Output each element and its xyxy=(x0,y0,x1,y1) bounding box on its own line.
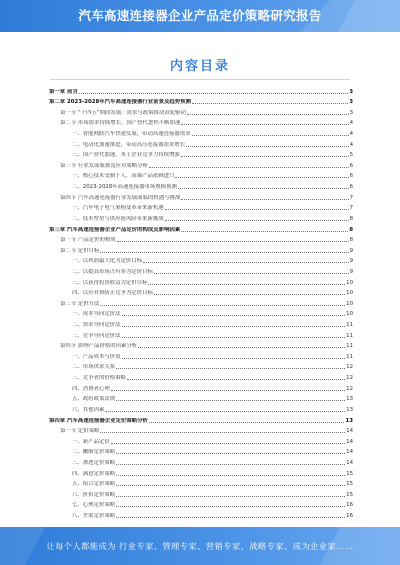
toc-entry-page: 6 xyxy=(349,173,353,180)
toc-leader-dots xyxy=(165,220,349,221)
toc-entry-title: 第三节 行业发展瓶颈及应对策略分析 xyxy=(60,162,148,169)
toc-entry-title: 三、竞争导向定价法 xyxy=(72,332,121,339)
toc-leader-dots xyxy=(116,400,345,401)
toc-entry[interactable] xyxy=(49,84,353,95)
toc-entry-title: 第一章 前言 xyxy=(49,88,78,95)
toc-entry-title: 第四节 汽车高速连接器行业发展面临的机遇与挑战 xyxy=(60,194,181,201)
toc-entry-title: 第一节 “十四五”期间发展：需求与政策推动双轮驱动 xyxy=(60,109,186,116)
toc-entry[interactable] xyxy=(49,254,353,265)
toc-entry-page: 8 xyxy=(349,237,353,244)
toc-entry-title: 三、渗透定价策略 xyxy=(72,459,116,466)
toc-entry[interactable] xyxy=(49,286,353,297)
toc-entry[interactable] xyxy=(49,296,353,307)
toc-entry-page: 10 xyxy=(346,279,353,286)
toc-entry-title: 第二节 定价目标 xyxy=(60,247,100,254)
toc-entry-page: 11 xyxy=(346,353,353,360)
toc-leader-dots xyxy=(111,443,345,444)
toc-entry[interactable] xyxy=(49,275,353,286)
toc-entry[interactable] xyxy=(49,413,353,424)
toc-entry-page: 4 xyxy=(349,120,353,127)
toc-entry-title: 二、2023-2028年高速连接器市场规模预测 xyxy=(72,184,177,191)
toc-entry-title: 四、消费者心理 xyxy=(72,385,110,392)
toc-entry-title: 八、差别定价策略 xyxy=(72,512,116,519)
toc-leader-dots xyxy=(178,188,349,189)
toc-leader-dots xyxy=(187,114,349,115)
toc-entry-page: 3 xyxy=(349,109,353,116)
toc-entry-page: 12 xyxy=(346,364,353,371)
toc-leader-dots xyxy=(116,453,345,454)
toc-entry[interactable] xyxy=(49,137,353,148)
toc-entry[interactable] xyxy=(49,211,353,222)
toc-leader-dots xyxy=(122,326,346,327)
toc-leader-dots xyxy=(122,337,346,338)
toc-leader-dots xyxy=(138,347,345,348)
toc-entry-page: 3 xyxy=(349,99,353,106)
toc-entry[interactable] xyxy=(49,222,353,233)
toc-entry-page: 15 xyxy=(346,470,353,477)
toc-entry-title: 七、心理定价策略 xyxy=(72,502,116,509)
toc-entry[interactable] xyxy=(49,264,353,275)
toc-leader-dots xyxy=(165,209,349,210)
toc-entry-page: 7 xyxy=(349,205,353,212)
toc-leader-dots xyxy=(175,177,348,178)
toc-entry-title: 三、以获得投资收益为定价目标 xyxy=(72,279,148,286)
toc-entry[interactable] xyxy=(49,455,353,466)
toc-entry-page: 10 xyxy=(346,311,353,318)
toc-leader-dots xyxy=(116,464,345,465)
toc-entry-title: 一、汽车电子电气架构变革带来新机遇 xyxy=(72,205,164,212)
toc-entry-title: 二、以提高市场占有率为定价目标 xyxy=(72,268,153,275)
toc-leader-dots xyxy=(181,124,348,125)
toc-entry-title: 二、技术壁垒与供应链风险带来新挑战 xyxy=(72,215,164,222)
toc-entry[interactable] xyxy=(49,190,353,201)
toc-leader-dots xyxy=(149,167,349,168)
toc-entry-page: 6 xyxy=(349,162,353,169)
toc-title: 内容目录 xyxy=(169,59,230,74)
toc-entry-title: 二、需求导向定价法 xyxy=(72,322,121,329)
toc-entry-page: 11 xyxy=(346,343,353,350)
toc-entry[interactable] xyxy=(49,307,353,318)
toc-entry[interactable] xyxy=(49,116,353,127)
toc-entry-page: 3 xyxy=(349,88,353,95)
toc-leader-dots xyxy=(181,199,348,200)
toc-leader-dots xyxy=(122,358,346,359)
toc-entry[interactable] xyxy=(49,148,353,159)
toc-entry-title: 第四节 影响产品价格的因素分析 xyxy=(60,343,138,350)
toc-entry[interactable] xyxy=(49,402,353,413)
toc-entry[interactable] xyxy=(49,466,353,477)
toc-entry[interactable] xyxy=(49,370,353,381)
toc-entry-page: 12 xyxy=(346,375,353,382)
toc-entry-title: 第二节 市场需求持续增长，国产替代进程不断加速 xyxy=(60,120,181,127)
toc-entry-title: 第三章 汽车高速连接器企业产品定价的构成及影响因素 xyxy=(49,226,181,233)
toc-entry[interactable] xyxy=(49,424,353,435)
toc-entry-title: 一、智能网联汽车快速发展，带动高速连接器需求 xyxy=(72,131,191,138)
toc-entry-page: 13 xyxy=(346,396,353,403)
toc-entry[interactable] xyxy=(49,445,353,456)
toc-entry[interactable] xyxy=(49,126,353,137)
toc-leader-dots xyxy=(100,432,345,433)
toc-entry[interactable] xyxy=(49,339,353,350)
toc-entry[interactable] xyxy=(49,360,353,371)
toc-entry-title: 六、其他因素 xyxy=(72,406,105,413)
toc-entry[interactable] xyxy=(49,477,353,488)
toc-leader-dots xyxy=(181,231,348,232)
toc-entry-page: 6 xyxy=(349,184,353,191)
toc-leader-dots xyxy=(105,411,345,412)
toc-entry[interactable] xyxy=(49,349,353,360)
toc-leader-dots xyxy=(116,506,345,507)
toc-entry-page: 9 xyxy=(349,258,353,265)
toc-entry-page: 16 xyxy=(346,512,353,519)
toc-entry-title: 一、新产品定价 xyxy=(72,438,110,445)
toc-entry[interactable] xyxy=(49,158,353,169)
toc-leader-dots xyxy=(117,241,349,242)
toc-entry-page: 14 xyxy=(346,428,353,435)
toc-leader-dots xyxy=(154,273,349,274)
toc-entry-title: 五、组合定价策略 xyxy=(72,481,116,488)
toc-entry[interactable] xyxy=(49,243,353,254)
toc-leader-dots xyxy=(149,422,345,423)
toc-leader-dots xyxy=(116,368,345,369)
toc-entry-page: 10 xyxy=(346,290,353,297)
toc-entry-page: 9 xyxy=(349,268,353,275)
toc-leader-dots xyxy=(116,517,345,518)
toc-entry-page: 13 xyxy=(345,417,353,424)
toc-entry-title: 一、成本导向定价法 xyxy=(72,311,121,318)
toc-leader-dots xyxy=(186,146,348,147)
toc-entry-title: 一、核心技术受制于人，高端产品依赖进口 xyxy=(72,173,175,180)
table-of-contents xyxy=(49,84,353,519)
toc-entry[interactable] xyxy=(49,317,353,328)
toc-entry[interactable] xyxy=(49,328,353,339)
toc-entry-page: 14 xyxy=(346,438,353,445)
toc-entry-page: 11 xyxy=(346,322,353,329)
toc-entry[interactable] xyxy=(49,95,353,106)
toc-entry[interactable] xyxy=(49,105,353,116)
toc-entry-title: 三、国产替代加速，本土企业竞争力持续增强 xyxy=(72,152,180,159)
toc-entry-title: 四、以应对和防止竞争为定价目标 xyxy=(72,290,153,297)
toc-leader-dots xyxy=(111,390,345,391)
toc-entry[interactable] xyxy=(49,179,353,190)
toc-divider xyxy=(50,79,350,80)
toc-entry[interactable] xyxy=(49,381,353,392)
toc-entry-title: 一、产品成本与价值 xyxy=(72,353,121,360)
toc-leader-dots xyxy=(116,496,345,497)
toc-entry-title: 三、竞争者的价格策略 xyxy=(72,375,126,382)
toc-entry-page: 14 xyxy=(346,449,353,456)
report-title: 汽车高速连接器企业产品定价策略研究报告 xyxy=(78,8,322,23)
toc-leader-dots xyxy=(116,485,345,486)
toc-entry[interactable] xyxy=(49,201,353,212)
toc-leader-dots xyxy=(192,135,349,136)
toc-leader-dots xyxy=(148,284,345,285)
toc-leader-dots xyxy=(79,93,348,94)
toc-entry-page: 15 xyxy=(346,491,353,498)
toc-entry-page: 16 xyxy=(346,502,353,509)
toc-leader-dots xyxy=(100,305,345,306)
toc-leader-dots xyxy=(154,294,345,295)
toc-entry-title: 第四章 汽车高速连接器企业定价策略分析 xyxy=(49,417,148,424)
toc-entry-title: 第一节 产品定价的构成 xyxy=(60,237,116,244)
toc-entry-page: 15 xyxy=(346,481,353,488)
toc-entry-title: 第二章 2023-2028年汽车高速连接器行业前景及趋势预测 xyxy=(49,99,191,106)
toc-entry-title: 四、满意定价策略 xyxy=(72,470,116,477)
toc-entry-page: 10 xyxy=(346,300,353,307)
toc-leader-dots xyxy=(181,156,349,157)
toc-entry-page: 8 xyxy=(349,215,353,222)
toc-entry-page: 14 xyxy=(346,459,353,466)
toc-entry-page: 4 xyxy=(349,131,353,138)
toc-entry-page: 8 xyxy=(349,226,353,233)
toc-entry-page: 13 xyxy=(346,406,353,413)
toc-entry[interactable] xyxy=(49,487,353,498)
toc-entry-page: 9 xyxy=(349,247,353,254)
toc-leader-dots xyxy=(127,379,345,380)
toc-entry[interactable] xyxy=(49,169,353,180)
toc-entry-page: 5 xyxy=(349,152,353,159)
toc-leader-dots xyxy=(143,262,348,263)
toc-entry-title: 第三节 定价方法 xyxy=(60,300,100,307)
toc-leader-dots xyxy=(100,252,348,253)
toc-entry-page: 7 xyxy=(349,194,353,201)
toc-entry[interactable] xyxy=(49,434,353,445)
toc-entry[interactable] xyxy=(49,233,353,244)
toc-entry[interactable] xyxy=(49,508,353,519)
toc-entry-title: 五、政府政策法规 xyxy=(72,396,116,403)
toc-entry[interactable] xyxy=(49,498,353,509)
toc-entry-title: 六、折扣定价策略 xyxy=(72,491,116,498)
toc-entry-title: 二、撇脂定价策略 xyxy=(72,449,116,456)
toc-entry-page: 12 xyxy=(346,385,353,392)
toc-leader-dots xyxy=(192,103,348,104)
toc-entry-page: 11 xyxy=(346,332,353,339)
toc-entry-title: 二、电动化加速推进，带动高压连接器需求增长 xyxy=(72,141,186,148)
footer-slogan: 让每个人都能成为 行业专家、管理专家、营销专家、战略专家、成为企业家…… xyxy=(46,541,354,551)
toc-entry-title: 二、市场供求关系 xyxy=(72,364,116,371)
toc-leader-dots xyxy=(116,475,345,476)
toc-leader-dots xyxy=(122,315,346,316)
toc-entry-page: 4 xyxy=(349,141,353,148)
toc-entry-title: 一、以利润最大化为定价目标 xyxy=(72,258,143,265)
toc-entry[interactable] xyxy=(49,392,353,403)
toc-entry-title: 第一节 定价策略 xyxy=(60,428,100,435)
